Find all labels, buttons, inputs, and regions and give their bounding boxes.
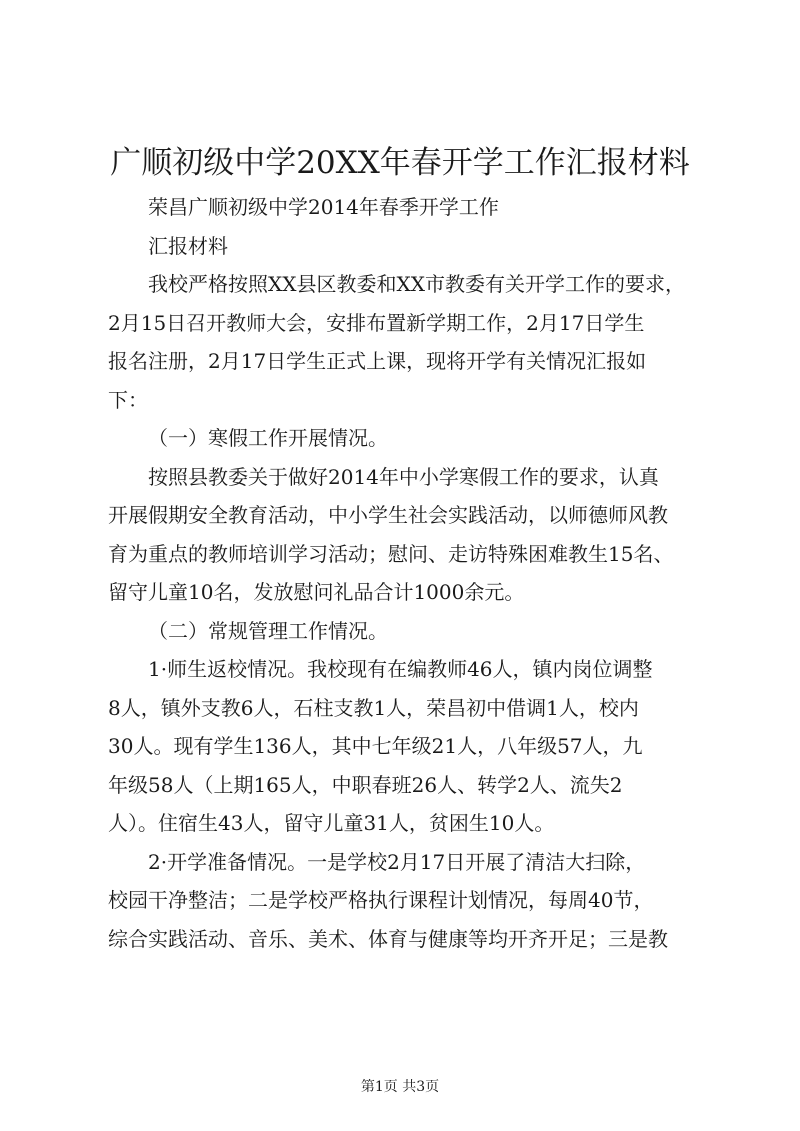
paragraph-line: 8人，镇外支教6人，石柱支教1人，荣昌初中借调1人，校内 <box>108 695 639 720</box>
paragraph-line: 年级58人（上期165人，中职春班26人、转学2人、流失2 <box>108 772 623 797</box>
paragraph-line: 按照县教委关于做好2014年中小学寒假工作的要求，认真 <box>148 464 659 489</box>
paragraph-line: 开展假期安全教育活动，中小学生社会实践活动，以师德师风教 <box>108 503 668 527</box>
section-heading: （二）常规管理工作情况。 <box>148 618 388 643</box>
paragraph-line: 下： <box>108 387 148 412</box>
paragraph-line: 2·开学准备情况。一是学校2月17日开展了清洁大扫除， <box>148 849 646 874</box>
page-footer: 第1页 共3页 <box>360 1079 440 1095</box>
paragraph-line: 我校严格按照XX县区教委和XX市教委有关开学工作的要求， <box>148 272 685 296</box>
paragraph-line: 留守儿童10名，发放慰问礼品合计1000余元。 <box>108 580 525 604</box>
paragraph-line: 1·师生返校情况。我校现有在编教师46人，镇内岗位调整 <box>148 657 653 681</box>
document-body <box>108 188 710 958</box>
section-heading: （一）寒假工作开展情况。 <box>148 426 388 450</box>
subtitle-line-1: 荣昌广顺初级中学2014年春季开学工作 <box>148 195 499 219</box>
paragraph-line: 报名注册，2月17日学生正式上课，现将开学有关情况汇报如 <box>108 349 647 373</box>
paragraph-line: 校园干净整洁；二是学校严格执行课程计划情况，每周40节， <box>108 888 654 912</box>
paragraph-line: 30人。现有学生136人，其中七年级21人，八年级57人，九 <box>108 734 643 758</box>
document-title: 广顺初级中学20XX年春开学工作汇报材料 <box>110 145 690 181</box>
paragraph-line: 综合实践活动、音乐、美术、体育与健康等均开齐开足；三是教 <box>108 926 668 951</box>
subtitle-line-2: 汇报材料 <box>148 233 228 258</box>
paragraph-line: 2月15日召开教师大会，安排布置新学期工作，2月17日学生 <box>108 310 645 335</box>
paragraph-line: 人）。住宿生43人，留守儿童31人，贫困生10人。 <box>108 811 555 835</box>
paragraph-line: 育为重点的教师培训学习活动；慰问、走访特殊困难教生15名、 <box>108 541 674 566</box>
